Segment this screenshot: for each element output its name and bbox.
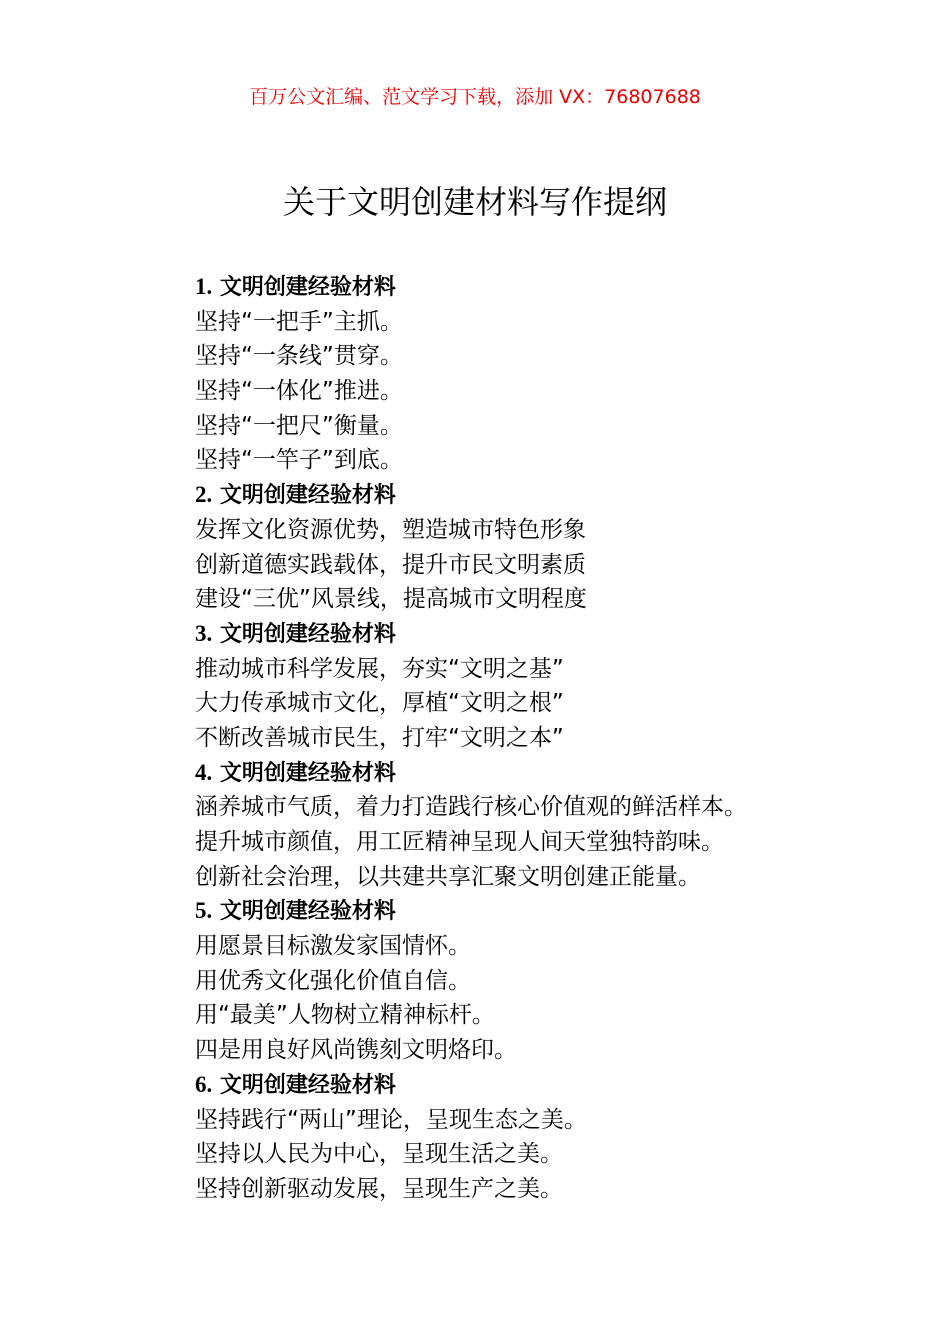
section-line: 坚持以人民为中心，呈现生活之美。 xyxy=(195,1141,563,1168)
section-heading xyxy=(195,1068,915,1103)
section-2 xyxy=(195,478,915,617)
section-line: 用“最美”人物树立精神标杆。 xyxy=(195,1002,495,1029)
section-number: 5. xyxy=(195,898,213,924)
section-heading-text: 文明创建经验材料 xyxy=(219,621,396,647)
section-line: 坚持创新驱动发展，呈现生产之美。 xyxy=(195,1175,563,1202)
section-heading-text: 文明创建经验材料 xyxy=(219,1072,396,1098)
section-heading-text: 文明创建经验材料 xyxy=(219,275,396,300)
section-heading-text: 文明创建经验材料 xyxy=(219,483,396,509)
section-5 xyxy=(195,894,915,1067)
section-6 xyxy=(195,1068,915,1207)
section-heading-text: 文明创建经验材料 xyxy=(219,899,396,925)
section-4 xyxy=(195,756,915,895)
document-body xyxy=(195,270,915,1207)
section-number: 4. xyxy=(195,759,213,785)
section-1 xyxy=(195,270,915,478)
section-heading xyxy=(195,478,915,513)
section-heading xyxy=(195,894,915,929)
section-line: 建设“三优”风景线，提高城市文明程度 xyxy=(195,586,587,613)
section-line: 大力传承城市文化，厚植“文明之根” xyxy=(195,690,564,717)
section-line: 坚持践行“两山”理论，呈现生态之美。 xyxy=(195,1106,587,1133)
section-line: 坚持“一体化”推进。 xyxy=(195,378,403,405)
section-heading-text: 文明创建经验材料 xyxy=(219,760,396,786)
section-line: 提升城市颜值，用工匠精神呈现人间天堂独特韵味。 xyxy=(195,829,724,855)
document-title: 关于文明创建材料写作提纲 xyxy=(282,183,667,221)
section-heading xyxy=(195,270,915,305)
section-line: 推动城市科学发展，夯实“文明之基” xyxy=(195,655,564,682)
section-number: 3. xyxy=(195,620,213,646)
section-line: 四是用良好风尚镌刻文明烙印。 xyxy=(195,1037,517,1064)
section-number: 2. xyxy=(195,482,213,508)
section-line: 不断改善城市民生，打牢“文明之本” xyxy=(195,724,564,751)
section-number: 1. xyxy=(195,274,213,299)
section-line: 用优秀文化强化价值自信。 xyxy=(195,967,471,994)
section-line: 用愿景目标激发家国情怀。 xyxy=(195,933,471,960)
section-heading xyxy=(195,756,915,791)
section-3 xyxy=(195,617,915,756)
section-line: 创新道德实践载体，提升市民文明素质 xyxy=(195,551,586,578)
section-line: 创新社会治理，以共建共享汇聚文明创建正能量。 xyxy=(195,863,701,890)
section-line: 发挥文化资源优势，塑造城市特色形象 xyxy=(195,516,586,543)
section-line: 涵养城市气质，着力打造践行核心价值观的鲜活样本。 xyxy=(195,794,747,821)
promo-banner: 百万公文汇编、范文学习下载，添加 VX：76807688 xyxy=(249,86,701,108)
section-line: 坚持“一把手”主抓。 xyxy=(195,308,403,335)
section-line: 坚持“一竿子”到底。 xyxy=(195,447,403,474)
section-line: 坚持“一把尺”衡量。 xyxy=(195,412,403,439)
section-heading xyxy=(195,617,915,652)
section-number: 6. xyxy=(195,1071,213,1097)
section-line: 坚持“一条线”贯穿。 xyxy=(195,343,403,370)
